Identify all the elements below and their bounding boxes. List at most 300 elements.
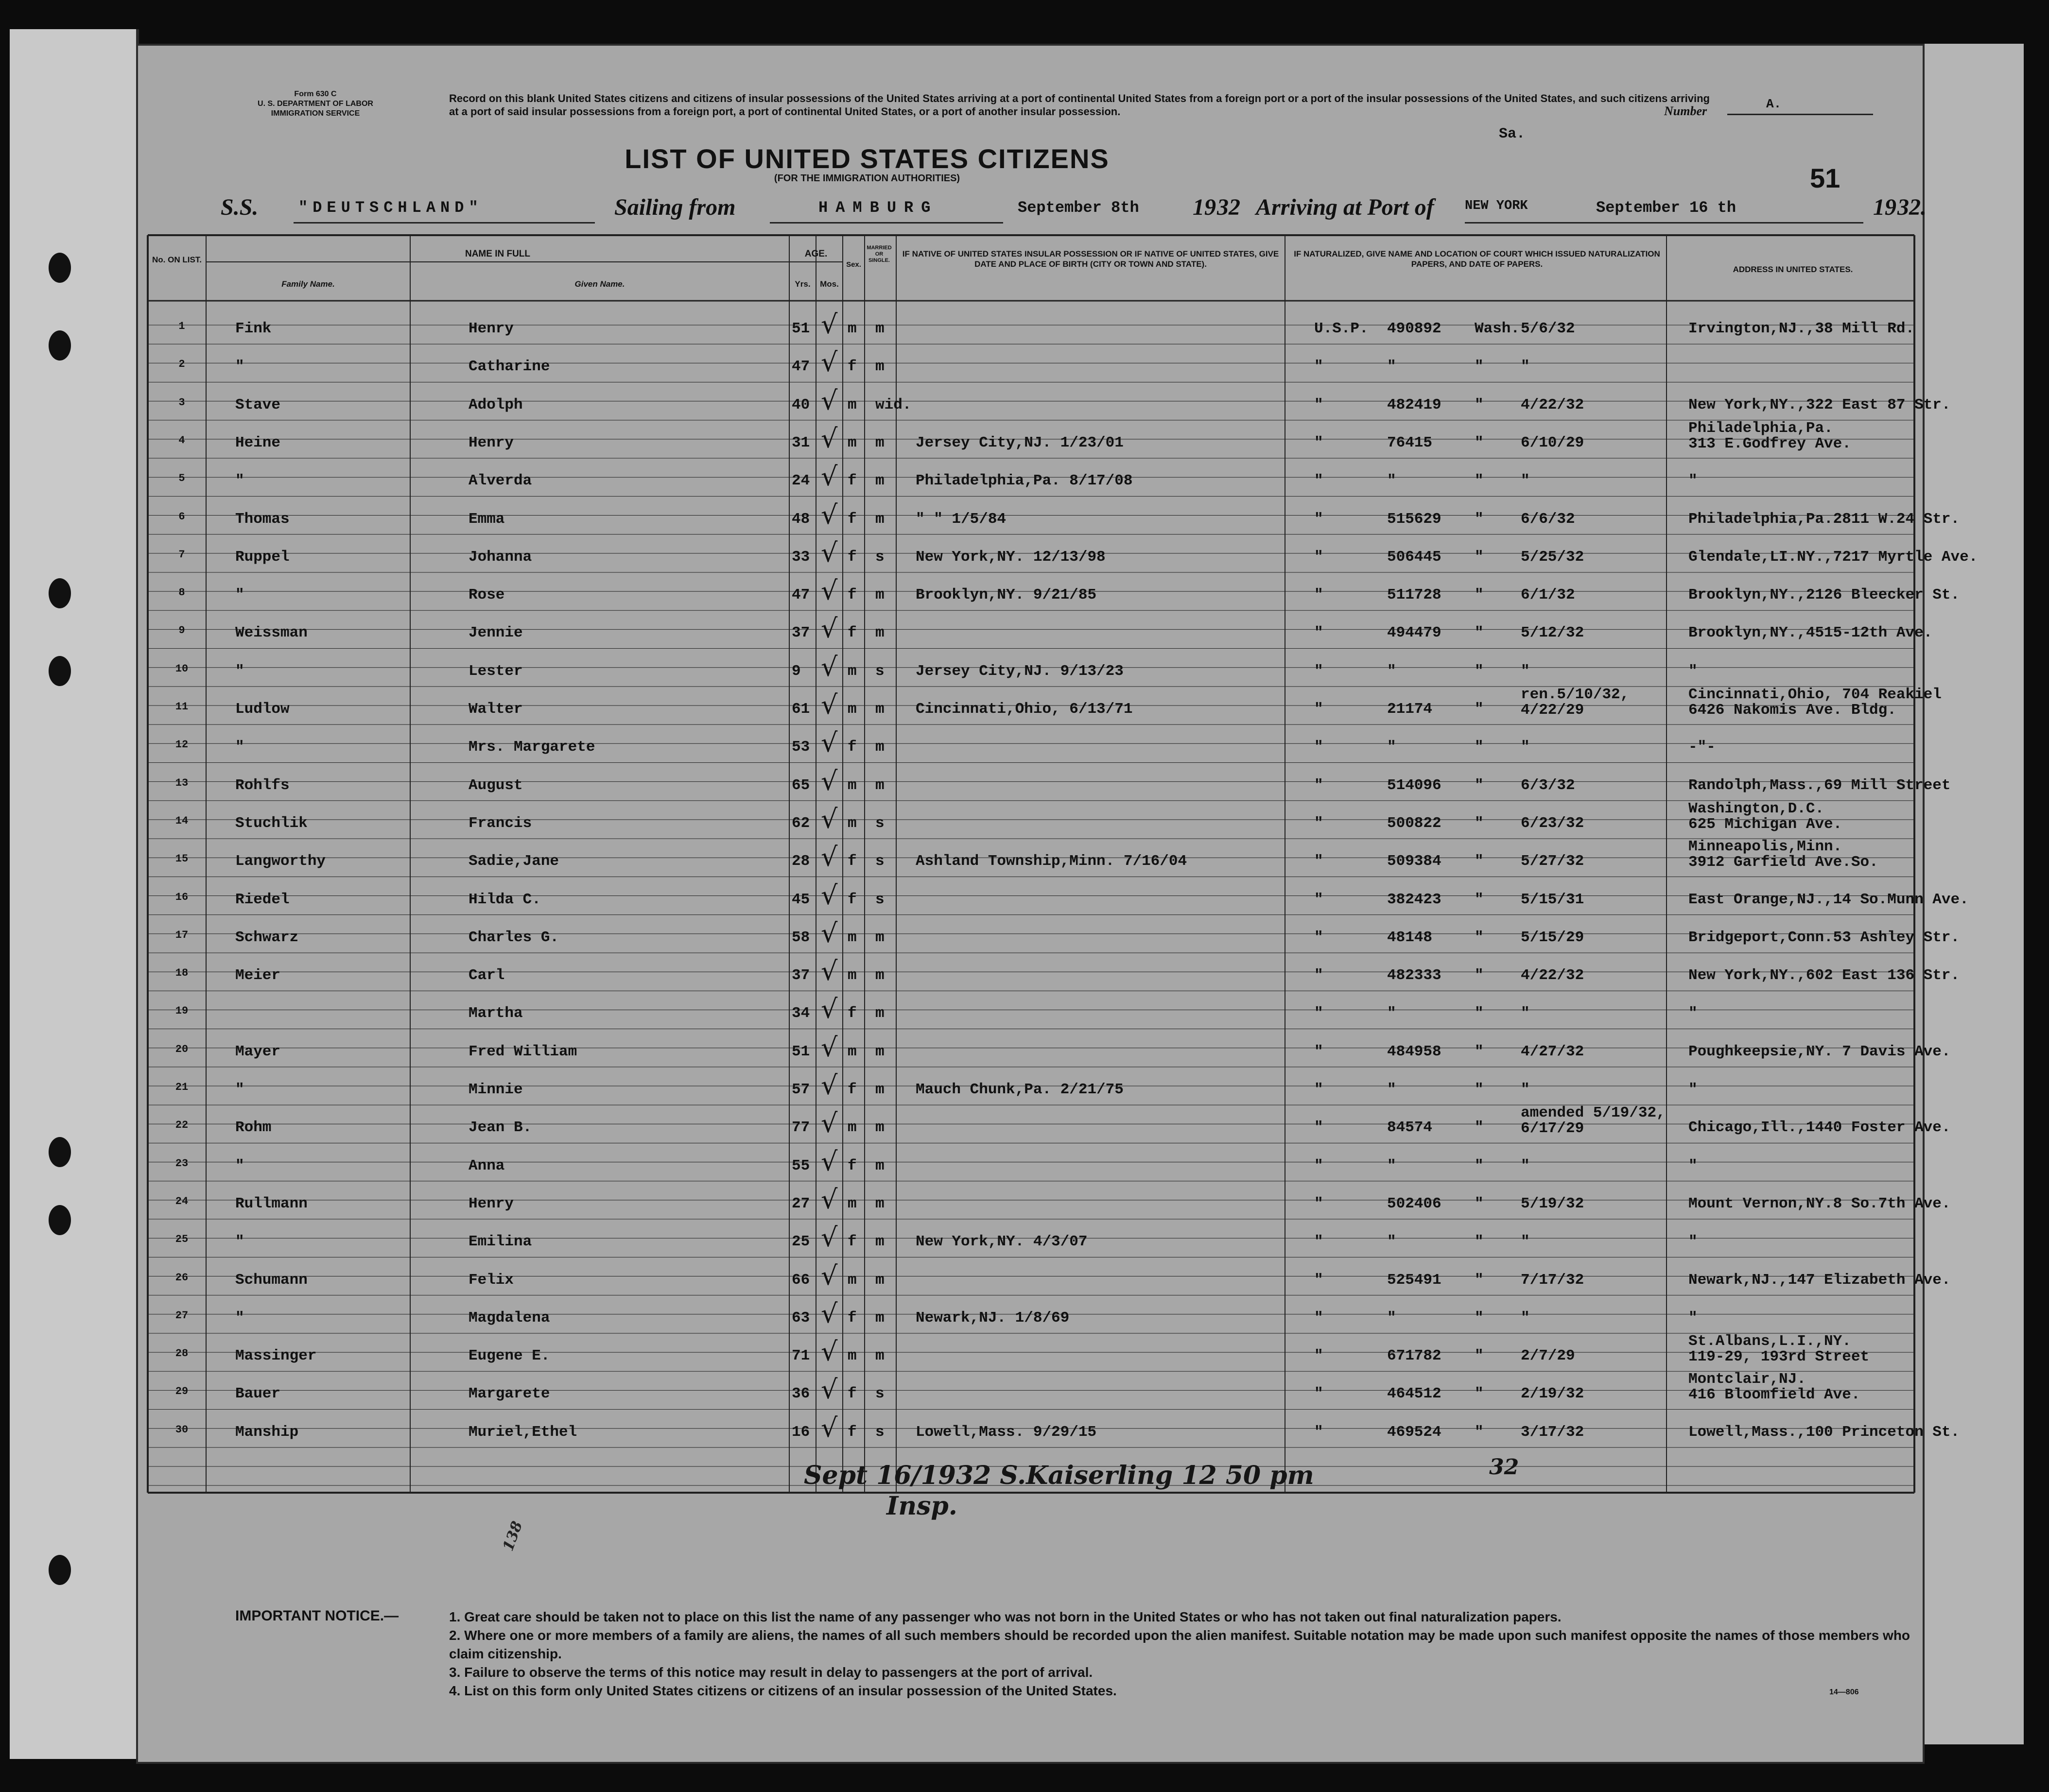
- instructions-text: Record on this blank United States citizens and citizens of insular possessions of the United States arriving at a port of continental United States from a foreign port or a port of the insular possessions of the United States, and such citizens arriving at a port of said insular possessions from a foreign port, a port of continental United States, or a port of another insular possession.: [449, 92, 1710, 118]
- papers-date: 4/27/32: [1521, 1043, 1584, 1060]
- family-name: Bauer: [235, 1385, 281, 1403]
- papers-date: ": [1521, 662, 1530, 680]
- certificate-number: 511728: [1387, 586, 1441, 604]
- court-location: ": [1475, 1385, 1484, 1403]
- notice-item: 2. Where one or more members of a family are aliens, the names of all such members should be recorded upon the alien manifest. Suitable notation may be made upon such manifest opposite the names of those members who claim citizenship.: [449, 1628, 1910, 1661]
- ship-name: "DEUTSCHLAND": [298, 199, 483, 217]
- naturalization-court-type: ": [1314, 929, 1323, 946]
- address: Philadelphia,Pa.2811 W.24 Str.: [1688, 510, 1960, 528]
- family-name: Stave: [235, 396, 281, 414]
- given-name: Jean B.: [469, 1119, 532, 1137]
- address: East Orange,NJ.,14 So.Munn Ave.: [1688, 891, 1969, 908]
- age-years: 31: [792, 434, 810, 451]
- certificate-number: ": [1387, 1233, 1396, 1251]
- given-name: Jennie: [469, 624, 523, 642]
- given-name: Alverda: [469, 472, 532, 490]
- row-number: 8: [178, 586, 185, 599]
- page-subtitle: (FOR THE IMMIGRATION AUTHORITIES): [774, 173, 960, 184]
- age-years: 47: [792, 358, 810, 376]
- sex: m: [848, 662, 857, 680]
- papers-date: 5/15/31: [1521, 891, 1584, 908]
- number-value: A.: [1766, 97, 1782, 111]
- age-years: 37: [792, 967, 810, 984]
- papers-date: 6/1/32: [1521, 586, 1575, 604]
- papers-date-second: 6/17/29: [1521, 1120, 1584, 1137]
- address: Cincinnati,Ohio, 704 Reakiel: [1688, 686, 1942, 703]
- marital-status: s: [875, 662, 885, 680]
- inspection-handwriting: Sept 16/1932 S.Kaiserling 12 50 pm: [804, 1461, 1314, 1490]
- court-location: ": [1475, 662, 1484, 680]
- months-check-mark: √: [821, 613, 838, 644]
- sex: f: [848, 624, 857, 642]
- binder-strip: [10, 29, 139, 1759]
- ss-label: S.S.: [221, 194, 259, 220]
- months-check-mark: √: [821, 803, 838, 834]
- months-check-mark: √: [821, 499, 838, 530]
- naturalization-court-type: ": [1314, 624, 1323, 642]
- court-location: Wash.: [1475, 320, 1520, 337]
- age-years: 62: [792, 814, 810, 832]
- notice-item: 1. Great care should be taken not to place on this list the name of any passenger who was not born in the United States or who has not taken out final naturalization papers.: [449, 1609, 1562, 1624]
- given-name: Henry: [469, 1195, 514, 1212]
- address-second-line: 313 E.Godfrey Ave.: [1688, 435, 1851, 452]
- sex: m: [848, 929, 857, 946]
- row-number: 24: [175, 1195, 189, 1207]
- header-name-in-full: NAME IN FULL: [465, 249, 531, 259]
- header-married-single: MARRIED OR SINGLE.: [867, 245, 892, 263]
- form-number: Form 630 C: [294, 90, 337, 98]
- certificate-number: 500822: [1387, 814, 1441, 832]
- marital-status: m: [875, 434, 885, 451]
- court-location: ": [1475, 814, 1484, 832]
- given-name: Charles G.: [469, 929, 559, 946]
- certificate-number: 21174: [1387, 701, 1433, 718]
- row-number: 6: [178, 510, 185, 523]
- given-name: Carl: [469, 967, 505, 984]
- sex: m: [848, 320, 857, 337]
- papers-date: ": [1521, 472, 1530, 490]
- months-check-mark: √: [821, 727, 838, 758]
- page-number: 51: [1810, 163, 1841, 193]
- header-family-name: Family Name.: [281, 279, 335, 289]
- row-number: 20: [175, 1043, 189, 1055]
- marital-status: m: [875, 320, 885, 337]
- papers-date: 5/27/32: [1521, 853, 1584, 870]
- papers-date: 5/15/29: [1521, 929, 1584, 946]
- age-years: 63: [792, 1309, 810, 1327]
- age-years: 51: [792, 1043, 810, 1060]
- months-check-mark: √: [821, 423, 838, 454]
- age-years: 51: [792, 320, 810, 337]
- marital-status: m: [875, 358, 885, 376]
- row-number: 18: [175, 967, 189, 980]
- months-check-mark: √: [821, 1184, 838, 1215]
- family-name: Langworthy: [235, 853, 326, 870]
- family-name: Massinger: [235, 1347, 317, 1365]
- given-name: Henry: [469, 434, 514, 451]
- family-name: Mayer: [235, 1043, 281, 1060]
- marital-status: m: [875, 739, 885, 756]
- court-location: ": [1475, 1233, 1484, 1251]
- marital-status: s: [875, 853, 885, 870]
- marital-status: s: [875, 548, 885, 566]
- punch-hole: [49, 330, 71, 361]
- papers-date: ": [1521, 1157, 1530, 1174]
- header-no: No. ON LIST.: [152, 255, 202, 264]
- address: Brooklyn,NY.,4515-12th Ave.: [1688, 624, 1933, 642]
- family-name: ": [235, 472, 244, 490]
- certificate-number: 494479: [1387, 624, 1441, 642]
- sex: f: [848, 548, 857, 566]
- certificate-number: ": [1387, 358, 1396, 376]
- given-name: Magdalena: [469, 1309, 550, 1327]
- age-years: 9: [792, 662, 801, 680]
- months-check-mark: √: [821, 1146, 838, 1177]
- months-check-mark: √: [821, 1108, 838, 1139]
- service-name: IMMIGRATION SERVICE: [271, 109, 360, 118]
- punch-hole: [49, 656, 71, 686]
- court-location: ": [1475, 1005, 1484, 1022]
- papers-date: 2/7/29: [1521, 1347, 1575, 1365]
- marital-status: m: [875, 1233, 885, 1251]
- papers-date: 6/10/29: [1521, 434, 1584, 451]
- age-years: 48: [792, 510, 810, 528]
- marital-status: m: [875, 1081, 885, 1098]
- papers-date: 2/19/32: [1521, 1385, 1584, 1403]
- punch-hole: [49, 1137, 71, 1167]
- court-location: ": [1475, 624, 1484, 642]
- certificate-number: 382423: [1387, 891, 1441, 908]
- sex: m: [848, 1347, 857, 1365]
- papers-date: 5/19/32: [1521, 1195, 1584, 1212]
- certificate-number: 514096: [1387, 776, 1441, 794]
- given-name: Johanna: [469, 548, 532, 566]
- certificate-number: ": [1387, 1005, 1396, 1022]
- papers-date: ": [1521, 1005, 1530, 1022]
- punch-hole: [49, 1555, 71, 1585]
- sex: f: [848, 1233, 857, 1251]
- court-location: ": [1475, 1309, 1484, 1327]
- row-number: 21: [175, 1081, 189, 1093]
- row-number: 4: [178, 434, 185, 447]
- address: Montclair,NJ.: [1688, 1371, 1806, 1388]
- sail-date: September 8th: [1018, 199, 1139, 217]
- certificate-number: ": [1387, 1081, 1396, 1098]
- age-years: 61: [792, 701, 810, 718]
- birth-place-date: Cincinnati,Ohio, 6/13/71: [916, 701, 1133, 718]
- age-years: 40: [792, 396, 810, 414]
- court-location: ": [1475, 510, 1484, 528]
- months-check-mark: √: [821, 537, 838, 568]
- given-name: Felix: [469, 1271, 514, 1289]
- arrive-year-prefix: 19: [1873, 194, 1896, 220]
- naturalization-court-type: ": [1314, 1081, 1323, 1098]
- court-location: ": [1475, 1347, 1484, 1365]
- sex: f: [848, 739, 857, 756]
- age-years: 16: [792, 1423, 810, 1441]
- row-number: 27: [175, 1309, 189, 1322]
- arrive-year: 32.: [1897, 194, 1927, 220]
- family-name: Riedel: [235, 891, 290, 908]
- months-check-mark: √: [821, 309, 838, 340]
- address: Mount Vernon,NY.8 So.7th Ave.: [1688, 1195, 1951, 1212]
- court-location: ": [1475, 967, 1484, 984]
- certificate-number: 48148: [1387, 929, 1433, 946]
- months-check-mark: √: [821, 842, 838, 873]
- sailing-label: Sailing from: [614, 194, 736, 220]
- family-name: ": [235, 662, 244, 680]
- sex: f: [848, 891, 857, 908]
- sex: f: [848, 472, 857, 490]
- naturalization-court-type: ": [1314, 1385, 1323, 1403]
- papers-date: 6/6/32: [1521, 510, 1575, 528]
- certificate-number: ": [1387, 1157, 1396, 1174]
- given-name: Francis: [469, 814, 532, 832]
- naturalization-court-type: ": [1314, 1271, 1323, 1289]
- row-number: 29: [175, 1385, 189, 1398]
- sail-year-prefix: 19: [1193, 194, 1216, 220]
- punch-hole: [49, 253, 71, 283]
- row-number: 12: [175, 739, 189, 751]
- naturalization-court-type: ": [1314, 776, 1323, 794]
- header-birth: IF NATIVE OF UNITED STATES INSULAR POSSESSION OR IF NATIVE OF UNITED STATES, GIVE DATE AND PLACE OF BIRTH (CITY OR TOWN AND STATE).: [902, 249, 1279, 269]
- address: ": [1688, 472, 1698, 490]
- row-number: 2: [178, 358, 185, 371]
- certificate-number: 515629: [1387, 510, 1441, 528]
- sex: f: [848, 1005, 857, 1022]
- papers-date: 3/17/32: [1521, 1423, 1584, 1441]
- address: Brooklyn,NY.,2126 Bleecker St.: [1688, 586, 1960, 604]
- sex: m: [848, 967, 857, 984]
- header-age: AGE.: [804, 249, 828, 259]
- address: ": [1688, 1005, 1698, 1022]
- row-number: 7: [178, 548, 185, 561]
- row-number: 9: [178, 624, 185, 637]
- marital-status: m: [875, 1195, 885, 1212]
- sex: f: [848, 1157, 857, 1174]
- age-years: 77: [792, 1119, 810, 1137]
- given-name: Henry: [469, 320, 514, 337]
- margin-note: 138: [500, 1519, 526, 1553]
- naturalization-court-type: ": [1314, 1157, 1323, 1174]
- court-location: ": [1475, 1081, 1484, 1098]
- certificate-number: ": [1387, 472, 1396, 490]
- naturalization-court-type: ": [1314, 396, 1323, 414]
- punch-hole: [49, 1205, 71, 1235]
- months-check-mark: √: [821, 956, 838, 987]
- given-name: Hilda C.: [469, 891, 541, 908]
- months-check-mark: √: [821, 347, 838, 378]
- age-years: 27: [792, 1195, 810, 1212]
- marital-status: m: [875, 1271, 885, 1289]
- marital-status: m: [875, 1043, 885, 1060]
- papers-date-second: 4/22/29: [1521, 702, 1584, 719]
- address: ": [1688, 1309, 1698, 1327]
- age-years: 45: [792, 891, 810, 908]
- naturalization-court-type: ": [1314, 701, 1323, 718]
- sex: m: [848, 701, 857, 718]
- marital-status: m: [875, 1119, 885, 1137]
- number-label: Number: [1664, 104, 1707, 118]
- months-check-mark: √: [821, 1374, 838, 1405]
- marital-status: m: [875, 510, 885, 528]
- address: Glendale,LI.NY.,7217 Myrtle Ave.: [1688, 548, 1978, 566]
- family-name: Rullmann: [235, 1195, 308, 1212]
- court-location: ": [1475, 929, 1484, 946]
- family-name: ": [235, 1309, 244, 1327]
- marital-status: m: [875, 929, 885, 946]
- age-years: 58: [792, 929, 810, 946]
- address: Newark,NJ.,147 Elizabeth Ave.: [1688, 1271, 1951, 1289]
- given-name: Rose: [469, 586, 505, 604]
- row-number: 25: [175, 1233, 189, 1246]
- given-name: Lester: [469, 662, 523, 680]
- given-name: Martha: [469, 1005, 523, 1022]
- months-check-mark: √: [821, 575, 838, 606]
- certificate-number: 525491: [1387, 1271, 1441, 1289]
- court-location: ": [1475, 739, 1484, 756]
- months-check-mark: √: [821, 1412, 838, 1443]
- family-name: Meier: [235, 967, 281, 984]
- age-years: 24: [792, 472, 810, 490]
- marital-status: m: [875, 1005, 885, 1022]
- papers-date: amended 5/19/32,: [1521, 1104, 1666, 1122]
- months-check-mark: √: [821, 1222, 838, 1253]
- marital-status: m: [875, 624, 885, 642]
- age-years: 55: [792, 1157, 810, 1174]
- family-name: Ludlow: [235, 701, 290, 718]
- age-years: 28: [792, 853, 810, 870]
- marital-status: s: [875, 891, 885, 908]
- age-years: 37: [792, 624, 810, 642]
- port-from: HAMBURG: [818, 199, 938, 217]
- birth-place-date: Mauch Chunk,Pa. 2/21/75: [916, 1081, 1124, 1098]
- naturalization-court-type: ": [1314, 814, 1323, 832]
- court-location: ": [1475, 586, 1484, 604]
- marital-status: m: [875, 776, 885, 794]
- court-location: ": [1475, 776, 1484, 794]
- papers-date: 5/6/32: [1521, 320, 1575, 337]
- court-location: ": [1475, 853, 1484, 870]
- sex: m: [848, 814, 857, 832]
- sex: f: [848, 1423, 857, 1441]
- certificate-number: 484958: [1387, 1043, 1441, 1060]
- family-name: ": [235, 1081, 244, 1098]
- arrive-date: September 16 th: [1596, 199, 1736, 217]
- certificate-number: 506445: [1387, 548, 1441, 566]
- given-name: Emma: [469, 510, 505, 528]
- family-name: Heine: [235, 434, 281, 451]
- certificate-number: 509384: [1387, 853, 1441, 870]
- birth-place-date: Jersey City,NJ. 9/13/23: [916, 662, 1124, 680]
- certificate-number: ": [1387, 739, 1396, 756]
- birth-place-date: " " 1/5/84: [916, 510, 1007, 528]
- age-years: 53: [792, 739, 810, 756]
- row-number: 16: [175, 891, 189, 903]
- marital-status: m: [875, 472, 885, 490]
- naturalization-court-type: ": [1314, 1195, 1323, 1212]
- family-name: ": [235, 586, 244, 604]
- certificate-number: 482419: [1387, 396, 1441, 414]
- months-check-mark: √: [821, 1336, 838, 1367]
- address: Chicago,Ill.,1440 Foster Ave.: [1688, 1119, 1951, 1137]
- notice-heading: IMPORTANT NOTICE.—: [235, 1608, 399, 1624]
- manifest-page: [136, 44, 1978, 1764]
- row-number: 1: [178, 320, 185, 332]
- marital-status: m: [875, 1309, 885, 1327]
- papers-date: ": [1521, 1233, 1530, 1251]
- birth-place-date: Lowell,Mass. 9/29/15: [916, 1423, 1097, 1441]
- age-years: 33: [792, 548, 810, 566]
- certificate-number: 482333: [1387, 967, 1441, 984]
- months-check-mark: √: [821, 461, 838, 492]
- naturalization-court-type: ": [1314, 891, 1323, 908]
- naturalization-court-type: ": [1314, 510, 1323, 528]
- papers-date: ": [1521, 1081, 1530, 1098]
- row-number: 26: [175, 1271, 189, 1284]
- birth-place-date: Newark,NJ. 1/8/69: [916, 1309, 1070, 1327]
- punch-hole: [49, 578, 71, 608]
- sex: f: [848, 1081, 857, 1098]
- naturalization-court-type: ": [1314, 739, 1323, 756]
- family-name: Manship: [235, 1423, 299, 1441]
- age-years: 34: [792, 1005, 810, 1022]
- given-name: Adolph: [469, 396, 523, 414]
- family-name: Ruppel: [235, 548, 290, 566]
- certificate-number: 671782: [1387, 1347, 1441, 1365]
- age-years: 36: [792, 1385, 810, 1403]
- sex: m: [848, 1271, 857, 1289]
- marital-status: m: [875, 1157, 885, 1174]
- court-location: ": [1475, 1043, 1484, 1060]
- given-name: Eugene E.: [469, 1347, 550, 1365]
- papers-date: 7/17/32: [1521, 1271, 1584, 1289]
- address: Lowell,Mass.,100 Princeton St.: [1688, 1423, 1960, 1441]
- address: Washington,D.C.: [1688, 800, 1824, 817]
- papers-date: 6/23/32: [1521, 814, 1584, 832]
- age-years: 25: [792, 1233, 810, 1251]
- marital-status: wid.: [875, 396, 912, 414]
- address: ": [1688, 1233, 1698, 1251]
- months-check-mark: √: [821, 385, 838, 416]
- naturalization-court-type: ": [1314, 1119, 1323, 1137]
- address-second-line: 119-29, 193rd Street: [1688, 1348, 1870, 1366]
- naturalization-court-type: ": [1314, 434, 1323, 451]
- certificate-number: 502406: [1387, 1195, 1441, 1212]
- months-check-mark: √: [821, 1298, 838, 1329]
- court-location: ": [1475, 891, 1484, 908]
- sex: m: [848, 776, 857, 794]
- birth-place-date: Philadelphia,Pa. 8/17/08: [916, 472, 1133, 490]
- certificate-number: 464512: [1387, 1385, 1441, 1403]
- row-number: 14: [175, 814, 189, 827]
- papers-date: 4/22/32: [1521, 967, 1584, 984]
- court-location: ": [1475, 1157, 1484, 1174]
- row-number: 30: [175, 1423, 189, 1436]
- inspector-handwriting: Insp.: [886, 1491, 957, 1521]
- address-second-line: 3912 Garfield Ave.So.: [1688, 854, 1878, 871]
- given-name: Walter: [469, 701, 523, 718]
- family-name: ": [235, 739, 244, 756]
- sex: m: [848, 1043, 857, 1060]
- sex: f: [848, 358, 857, 376]
- row-number: 13: [175, 776, 189, 789]
- naturalization-court-type: ": [1314, 1005, 1323, 1022]
- months-check-mark: √: [821, 651, 838, 682]
- sa-mark: Sa.: [1499, 126, 1526, 142]
- notice-item: 3. Failure to observe the terms of this notice may result in delay to passengers at the port of arrival.: [449, 1665, 1093, 1680]
- arriving-label: Arriving at Port of: [1256, 194, 1434, 220]
